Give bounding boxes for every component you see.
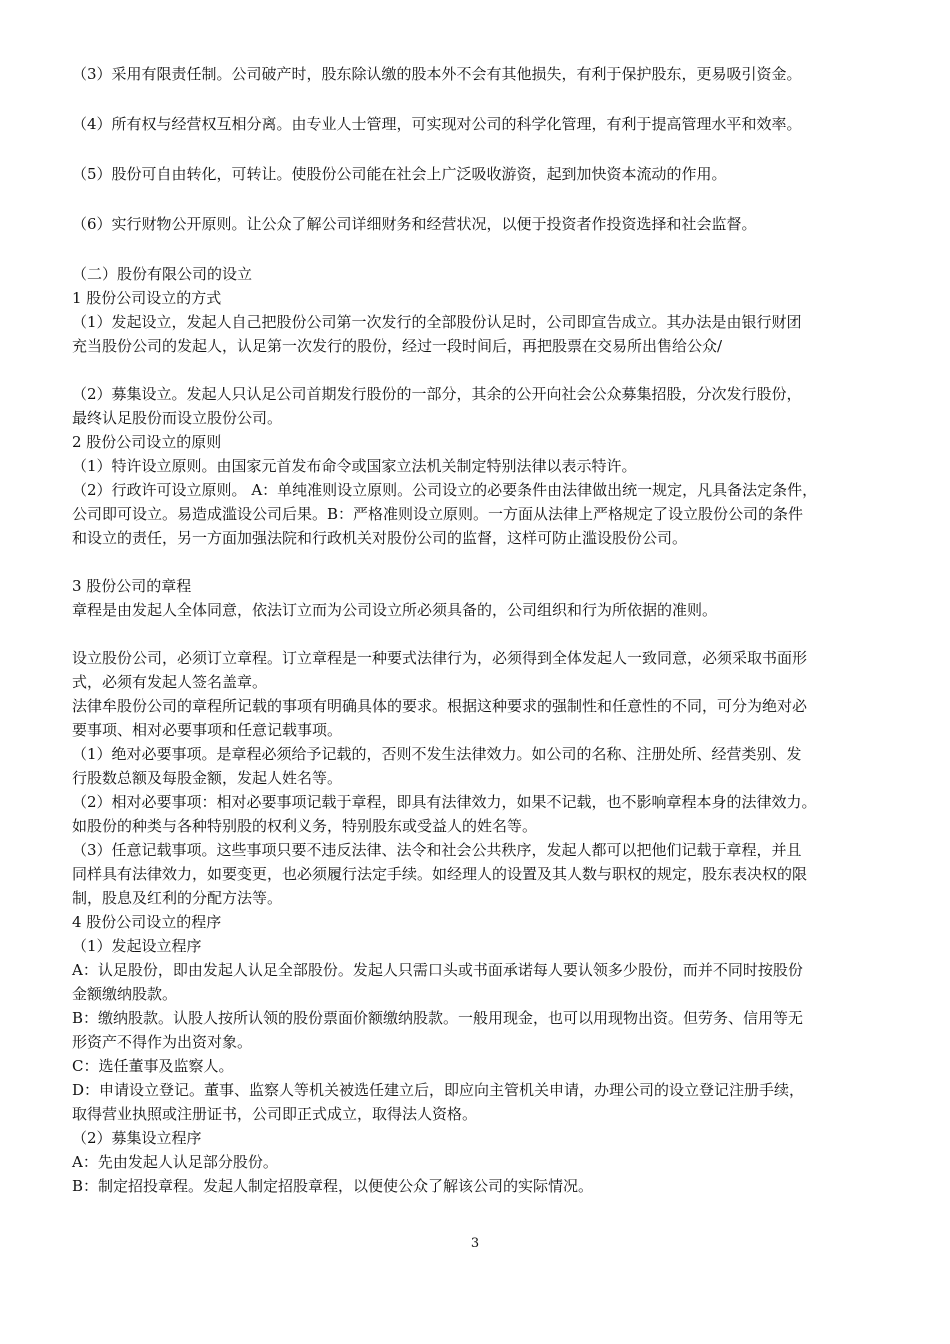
paragraph-gap bbox=[72, 86, 894, 112]
text-line: （6）实行财物公开原则。让公众了解公司详细财务和经营状况，以便于投资者作投资选择和社会监督。 bbox=[72, 215, 757, 233]
text-line: （1）发起设立，发起人自己把股份公司第一次发行的全部股份认足时，公司即宣告成立。其办法是由银行财团 bbox=[72, 313, 802, 331]
text-line: A：先由发起人认足部分股份。 bbox=[72, 1153, 278, 1171]
text-line: （2）募集设立程序 bbox=[72, 1129, 202, 1147]
text-line: （5）股份可自由转化，可转让。使股份公司能在社会上广泛吸收游资，起到加快资本流动的作用。 bbox=[72, 165, 727, 183]
text-line: （2）相对必要事项：相对必要事项记载于章程，即具有法律效力，如果不记载，也不影响章程本身的法律效力。 bbox=[72, 793, 817, 811]
text-line: 如股份的种类与各种特别股的权利义务，特别股东或受益人的姓名等。 bbox=[72, 817, 538, 835]
paragraph-gap bbox=[72, 186, 894, 212]
text-line: 章程是由发起人全体同意，依法订立而为公司设立所必须具备的，公司组织和行为所依据的准则。 bbox=[72, 601, 718, 619]
document-body bbox=[72, 62, 894, 1198]
text-line: 式，必须有发起人签名盖章。 bbox=[72, 673, 268, 691]
text-line: （2）募集设立。发起人只认足公司首期发行股份的一部分，其余的公开向社会公众募集招股，分次发行股份， bbox=[72, 385, 802, 403]
text-line: C：选任董事及监察人。 bbox=[72, 1057, 234, 1075]
text-line: 法律牟股份公司的章程所记载的事项有明确具体的要求。根据这种要求的强制性和任意性的不同，可分为绝对必 bbox=[72, 697, 808, 715]
subsection-heading: 4 股份公司设立的程序 bbox=[72, 913, 222, 931]
text-line: 最终认足股份而设立股份公司。 bbox=[72, 409, 283, 427]
text-line: A：认足股份，即由发起人认足全部股份。发起人只需口头或书面承诺每人要认领多少股份，而并不同时按股份 bbox=[72, 961, 803, 979]
text-line: （1）绝对必要事项。是章程必须给予记载的，否则不发生法律效力。如公司的名称、注册处所、经营类别、发 bbox=[72, 745, 802, 763]
text-line: 设立股份公司，必须订立章程。订立章程是一种要式法律行为，必须得到全体发起人一致同意，必须采取书面形 bbox=[72, 649, 808, 667]
text-line: （3）任意记载事项。这些事项只要不违反法律、法令和社会公共秩序，发起人都可以把他们记载于章程，并且 bbox=[72, 841, 802, 859]
paragraph-gap bbox=[72, 358, 894, 382]
subsection-heading: 2 股份公司设立的原则 bbox=[72, 433, 222, 451]
paragraph-gap bbox=[72, 622, 894, 646]
paragraph-gap bbox=[72, 236, 894, 262]
text-line: 形资产不得作为出资对象。 bbox=[72, 1033, 253, 1051]
section-heading: （二）股份有限公司的设立 bbox=[72, 265, 253, 283]
text-line: 行股数总额及每股金额，发起人姓名等。 bbox=[72, 769, 343, 787]
subsection-heading: 1 股份公司设立的方式 bbox=[72, 289, 222, 307]
text-line: 制，股息及红利的分配方法等。 bbox=[72, 889, 283, 907]
text-line: （1）特许设立原则。由国家元首发布命令或国家立法机关制定特别法律以表示特许。 bbox=[72, 457, 637, 475]
text-line: B：制定招投章程。发起人制定招股章程，以便使公众了解该公司的实际情况。 bbox=[72, 1177, 594, 1195]
text-line: （2）行政许可设立原则。 A：单纯准则设立原则。公司设立的必要条件由法律做出统一规定，凡具备法定条件， bbox=[72, 481, 818, 499]
text-line: 充当股份公司的发起人，认足第一次发行的股份，经过一段时间后，再把股票在交易所出售给公众/ bbox=[72, 337, 723, 355]
text-line: D：申请设立登记。董事、监察人等机关被选任建立后，即应向主管机关申请，办理公司的设立登记注册手续， bbox=[72, 1081, 805, 1099]
subsection-heading: 3 股份公司的章程 bbox=[72, 577, 192, 595]
paragraph-gap bbox=[72, 136, 894, 162]
text-line: 和设立的责任，另一方面加强法院和行政机关对股份公司的监督，这样可防止滥设股份公司。 bbox=[72, 529, 688, 547]
page-number: 3 bbox=[470, 1236, 480, 1251]
text-line: B：缴纳股款。认股人按所认领的股份票面价额缴纳股款。一般用现金，也可以用现物出资。但劳务、信用等无 bbox=[72, 1009, 804, 1027]
text-line: （1）发起设立程序 bbox=[72, 937, 202, 955]
text-line: 同样具有法律效力，如要变更，也必须履行法定手续。如经理人的设置及其人数与职权的规定，股东表决权的限 bbox=[72, 865, 808, 883]
text-line: 取得营业执照或注册证书，公司即正式成立，取得法人资格。 bbox=[72, 1105, 478, 1123]
text-line: （3）采用有限责任制。公司破产时，股东除认缴的股本外不会有其他损失，有利于保护股东，更易吸引资金。 bbox=[72, 65, 802, 83]
text-line: （4）所有权与经营权互相分离。由专业人士管理，可实现对公司的科学化管理，有利于提高管理水平和效率。 bbox=[72, 115, 802, 133]
text-line: 金额缴纳股款。 bbox=[72, 985, 178, 1003]
text-line: 要事项、相对必要事项和任意记载事项。 bbox=[72, 721, 343, 739]
paragraph-gap bbox=[72, 550, 894, 574]
text-line: 公司即可设立。易造成滥设公司后果。B：严格准则设立原则。一方面从法律上严格规定了设立股份公司的条件 bbox=[72, 505, 804, 523]
